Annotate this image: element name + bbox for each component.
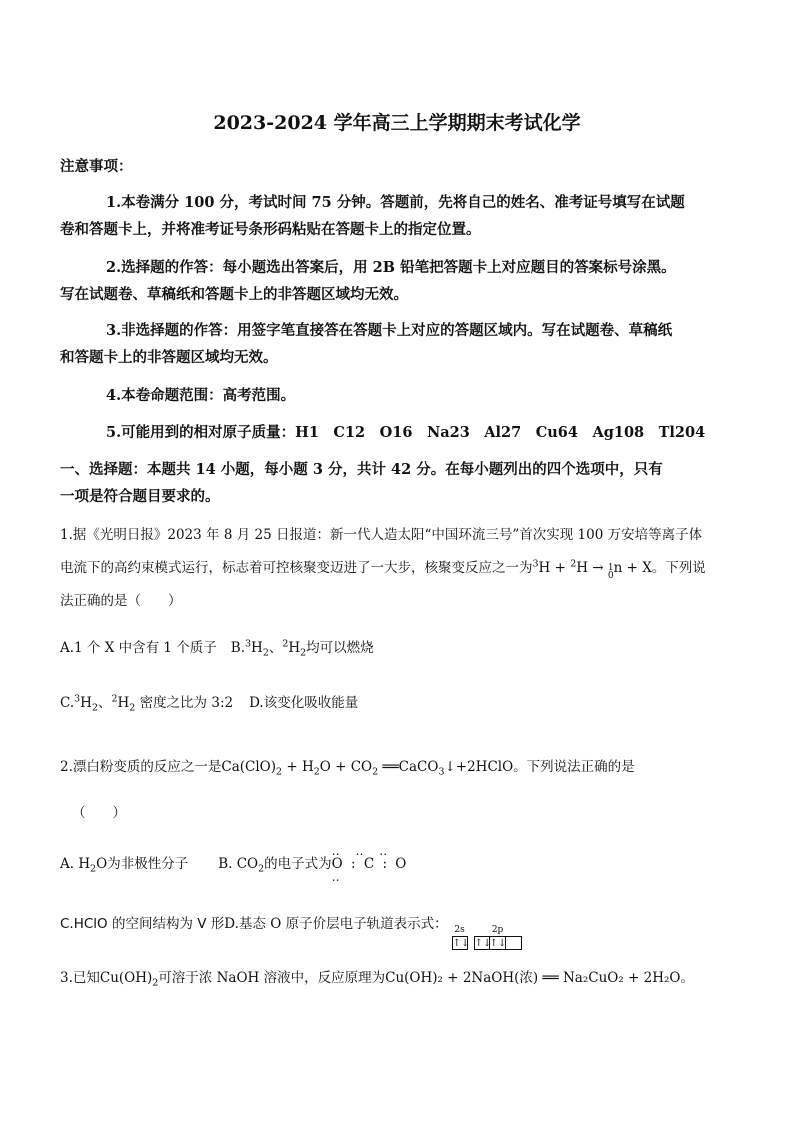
q3-line1 — [60, 966, 694, 989]
note-4: 4.本卷命题范围：高考范围。 — [106, 387, 296, 404]
q3-equation: Cu(OH)₂ + 2NaOH(浓) ══ Na₂CuO₂ + 2H₂O — [385, 970, 681, 986]
q1-option-b-text: 均可以燃烧 — [306, 640, 374, 656]
q3-line1-mid: 可溶于浓 NaOH 溶液中，反应原理为 — [158, 970, 386, 986]
q2-line1 — [60, 755, 635, 778]
note-1b: 卷和答题卡上，并将准考证号条形码粘贴在答题卡上的指定位置。 — [60, 221, 481, 238]
q1-option-b-label: B. — [230, 640, 246, 656]
q2-line1-tail: 。下列说法正确的是 — [513, 759, 635, 775]
note-3a: 3.非选择题的作答：用签字笔直接答在答题卡上对应的答题区域内。写在试题卷、草稿纸 — [106, 322, 673, 339]
orbital-box-2p-3 — [506, 936, 522, 950]
q2-option-c: C.HClO 的空间结构为 V 形 — [60, 916, 225, 932]
orbital-box-2p-1: ↑↓ — [474, 938, 492, 949]
section-heading-2: 一项是符合题目要求的。 — [60, 488, 220, 505]
q1-option-b-formula: $^3H_2$、$^2H_2$ — [245, 638, 307, 659]
note-3b: 和答题卡上的非答题区域均无效。 — [60, 349, 278, 366]
q3-formula: $Cu(OH)_2$ — [99, 970, 159, 989]
q2-options-cd — [60, 912, 522, 950]
q1-line2 — [60, 556, 706, 580]
note-1a: 1.本卷满分 100 分，考试时间 75 分钟。答题前，先将自己的姓名、准考证号填写在试题 — [106, 194, 685, 211]
q2-options-ab: A. $H_2O$为非极性分子 B. $CO_2$的电子式为 ‥ ‥ ‥ O : C : O ‥ — [60, 844, 409, 884]
q1-options-cd — [60, 691, 358, 714]
q3-line1-end: 。 — [680, 970, 694, 986]
q1-option-a: A.1 个 X 中含有 1 个质子 — [60, 640, 217, 656]
orbital-box-2s: ↑↓ — [452, 938, 470, 949]
section-heading-1: 一、选择题：本题共 14 小题，每小题 3 分，共计 42 分。在每小题列出的四个选项中，只有 — [60, 461, 663, 478]
q3-line1-text: 3.已知 — [60, 970, 100, 986]
co2-electron-formula: ‥ ‥ ‥ O : C : O ‥ — [331, 844, 409, 884]
page-title: 2023-2024 学年高三上学期期末考试化学 — [213, 112, 581, 134]
q2-option-b-text: 的电子式为 — [264, 856, 332, 872]
q2-option-a-text: 为非极性分子 — [107, 856, 189, 872]
q2-option-a: A. $H_2O$ — [60, 856, 108, 875]
q1-options-ab — [60, 636, 374, 659]
notes-heading: 注意事项： — [60, 158, 133, 175]
q1-line2-text: 电流下的高约束模式运行，标志着可控核聚变迈进了一大步，核聚变反应之一为 — [60, 560, 533, 576]
note-2a: 2.选择题的作答：每小题选出答案后，用 2B 铅笔把答题卡上对应题目的答案标号涂黑。 — [106, 259, 676, 276]
orbital-2s-label: 2s — [454, 925, 465, 935]
q1-option-c-formula: $^3H_2$、$^2H_2$ — [74, 693, 136, 714]
q1-option-d: D.该变化吸收能量 — [249, 695, 359, 711]
note-5: 5.可能用到的相对原子质量：H1 C12 O16 Na23 Al27 Cu64 Ag108 Tl204 — [106, 424, 706, 441]
orbital-2p-label: 2p — [491, 925, 504, 935]
orbital-diagram — [452, 925, 522, 950]
q1-option-c-text: 密度之比为 3:2 — [139, 695, 234, 711]
q1-line1: 1.据《光明日报》2023 年 8 月 25 日报道：新一代人造太阳“中国环流三号”首次实现 100 万安培等离子体 — [60, 527, 703, 543]
q1-equation: $^3$H + $^2$H → 1 0 n + X — [532, 558, 652, 581]
q2-option-b-label: B. CO — [218, 856, 259, 872]
q1-option-c-label: C. — [60, 695, 75, 711]
q2-option-d: D.基态 O 原子价层电子轨道表示式： — [224, 916, 448, 932]
q1-line2-tail: 。下列说 — [651, 560, 706, 576]
q2-line1-text: 2.漂白粉变质的反应之一是 — [60, 759, 222, 775]
orbital-box-2p-2: ↑↓ — [489, 938, 507, 949]
q2-line2: （ ） — [72, 805, 126, 821]
note-2b: 写在试题卷、草稿纸和答题卡上的非答题区域均无效。 — [60, 286, 408, 303]
q1-line3: 法正确的是（ ） — [60, 593, 182, 609]
q2-equation: $Ca(ClO)_2 + H_2O + CO_2$ ══CaCO$_3$↓+2HClO — [221, 759, 514, 778]
